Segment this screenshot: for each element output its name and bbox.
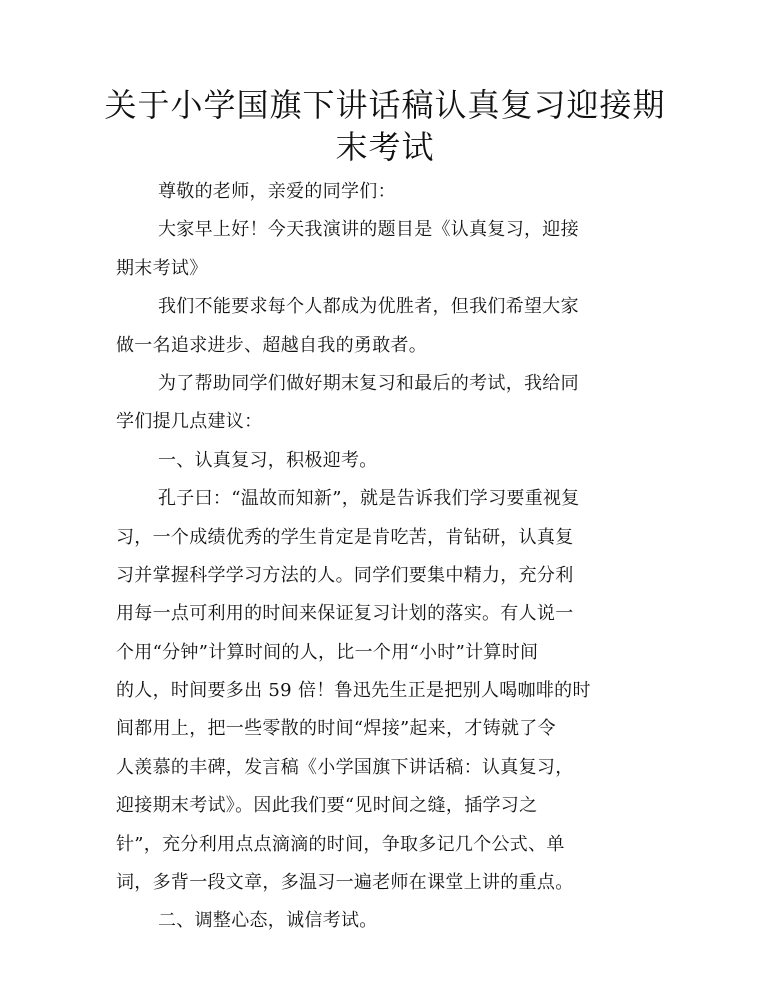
paragraph-line: 学们提几点建议：: [116, 411, 263, 433]
document-title: [100, 84, 670, 168]
paragraph-first-line: 孔子曰：“温故而知新”，就是告诉我们学习要重视复: [158, 488, 580, 510]
paragraph-line: 间都用上，把一些零散的时间“焊接”起来，才铸就了令: [116, 718, 556, 740]
paragraph-line: 针”，充分利用点点滴滴的时间，争取多记几个公式、单: [116, 833, 565, 855]
paragraph-first-line: 二、调整心态，诚信考试。: [158, 910, 378, 932]
paragraph-line: 期末考试》: [116, 257, 208, 279]
paragraph-line: 做一名追求进步、超越自我的勇敢者。: [116, 334, 428, 356]
paragraph-first-line: 为了帮助同学们做好期末复习和最后的考试，我给同: [158, 372, 579, 394]
paragraph-line: 用每一点可利用的时间来保证复习计划的落实。有人说一: [116, 603, 574, 625]
paragraph-line: 个用“分钟”计算时间的人，比一个用“小时”计算时间: [116, 641, 539, 663]
paragraph-line: 习，一个成绩优秀的学生肯定是肯吃苦，肯钻研，认真复: [116, 526, 574, 548]
paragraph-line: 词，多背一段文章，多温习一遍老师在课堂上讲的重点。: [116, 872, 574, 894]
paragraph-line: 迎接期末考试》。因此我们要“见时间之缝，插学习之: [116, 795, 538, 817]
paragraph-line: 人羡慕的丰碑，发言稿《小学国旗下讲话稿：认真复习，: [116, 756, 574, 778]
paragraph-first-line: 我们不能要求每个人都成为优胜者，但我们希望大家: [158, 296, 579, 318]
paragraph-first-line: 大家早上好！今天我演讲的题目是《认真复习，迎接: [158, 219, 579, 241]
title-line-1: 关于小学国旗下讲话稿认真复习迎接期: [104, 86, 666, 124]
paragraph-first-line: 尊敬的老师，亲爱的同学们：: [158, 181, 396, 202]
paragraph-first-line: 一、认真复习，积极迎考。: [158, 449, 378, 471]
title-line-2: 末考试: [335, 128, 435, 166]
paragraph-line: 的人，时间要多出 59 倍！鲁迅先生正是把别人喝咖啡的时: [116, 680, 591, 702]
paragraph-line: 习并掌握科学学习方法的人。同学们要集中精力，充分利: [116, 564, 574, 586]
document-body: [116, 173, 656, 941]
